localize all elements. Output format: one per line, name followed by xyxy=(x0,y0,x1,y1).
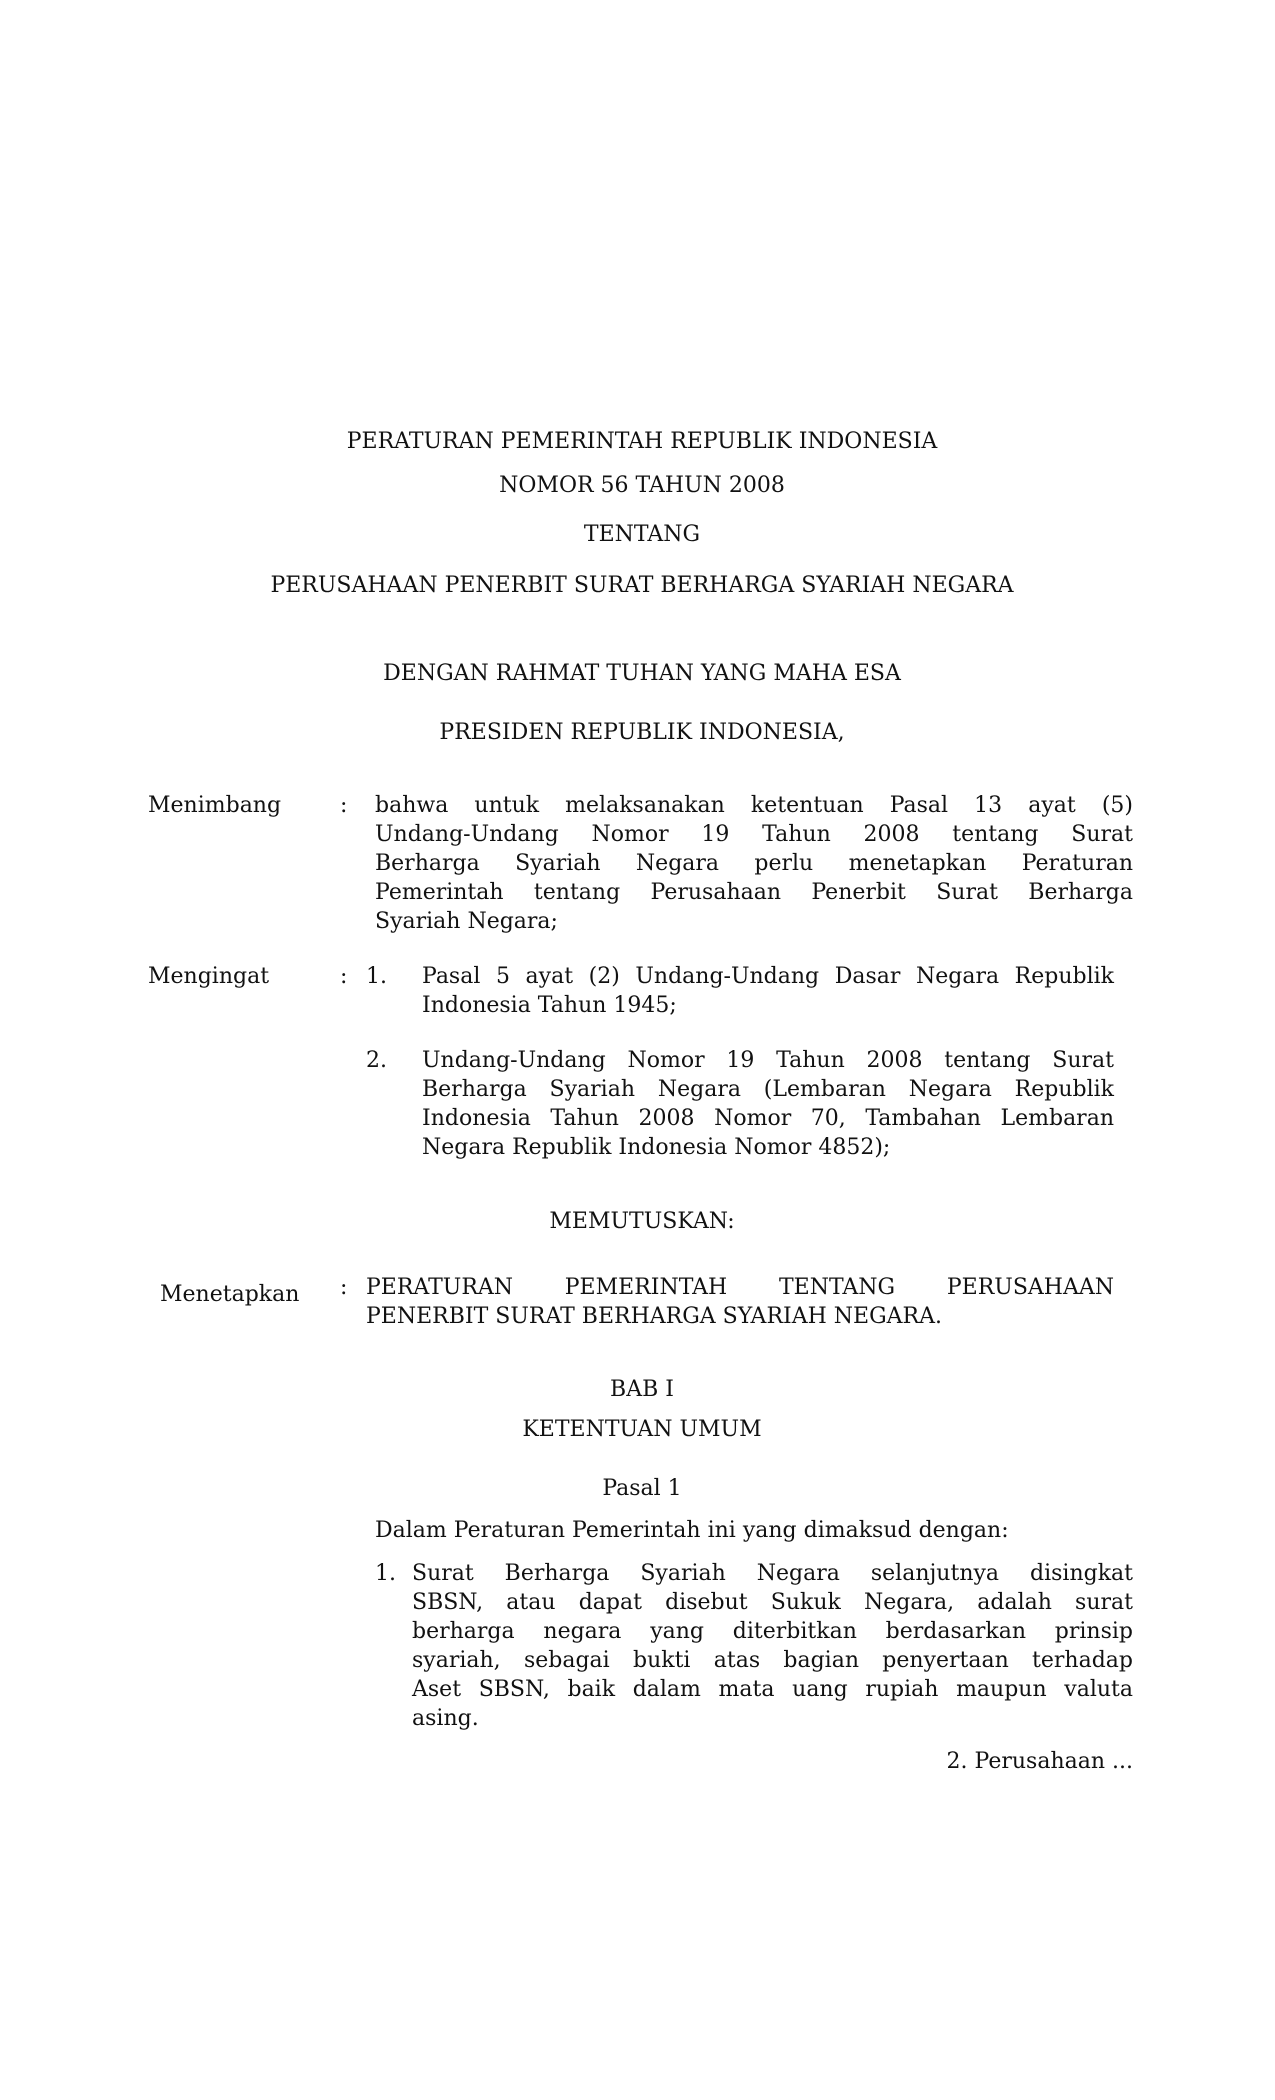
mengingat-colon: : xyxy=(340,964,348,989)
issuer: PRESIDEN REPUBLIK INDONESIA, xyxy=(439,720,845,745)
text-line: Aset SBSN, baik dalam mata uang rupiah maupun valuta xyxy=(412,1677,1133,1702)
menetapkan-colon: : xyxy=(340,1275,348,1300)
menetapkan-label: Menetapkan xyxy=(160,1282,300,1307)
menimbang-label: Menimbang xyxy=(148,793,282,818)
text-line: Pasal 5 ayat (2) Undang-Undang Dasar Negara Republik xyxy=(422,964,1114,989)
text-line: Undang-Undang Nomor 19 Tahun 2008 tentang Surat xyxy=(375,822,1133,847)
menetapkan-text xyxy=(366,1273,1114,1331)
text-line: Negara Republik Indonesia Nomor 4852); xyxy=(422,1135,891,1160)
definition-item xyxy=(412,1559,1133,1733)
text-line: PENERBIT SURAT BERHARGA SYARIAH NEGARA. xyxy=(366,1304,942,1329)
menimbang-text xyxy=(375,791,1133,936)
text-line: syariah, sebagai bukti atas bagian penyertaan terhadap xyxy=(412,1648,1133,1673)
menimbang-colon: : xyxy=(340,793,348,818)
list-number: 2. xyxy=(366,1048,387,1073)
text-line: Pemerintah tentang Perusahaan Penerbit Surat Berharga xyxy=(375,880,1133,905)
text-line: Berharga Syariah Negara perlu menetapkan Peraturan xyxy=(375,851,1133,876)
article-heading: Pasal 1 xyxy=(602,1476,682,1501)
list-number: 1. xyxy=(375,1561,396,1586)
chapter-number: BAB I xyxy=(610,1377,674,1402)
page-continuation: 2. Perusahaan ... xyxy=(946,1749,1133,1774)
regulation-number: NOMOR 56 TAHUN 2008 xyxy=(499,473,785,498)
regulation-title: PERATURAN PEMERINTAH REPUBLIK INDONESIA xyxy=(346,429,938,454)
list-item xyxy=(422,1046,1114,1162)
list-number: 1. xyxy=(366,964,387,989)
text-line: asing. xyxy=(412,1706,479,1731)
text-line: Surat Berharga Syariah Negara selanjutnya disingkat xyxy=(412,1561,1133,1586)
text-line: Syariah Negara; xyxy=(375,909,558,934)
memutuskan-heading: MEMUTUSKAN: xyxy=(549,1209,735,1234)
text-line: Indonesia Tahun 2008 Nomor 70, Tambahan Lembaran xyxy=(422,1106,1114,1131)
list-item xyxy=(422,962,1114,1020)
text-line: bahwa untuk melaksanakan ketentuan Pasal 13 ayat (5) xyxy=(375,793,1133,818)
regulation-subject: PERUSAHAAN PENERBIT SURAT BERHARGA SYARIAH NEGARA xyxy=(270,573,1014,598)
mengingat-label: Mengingat xyxy=(148,964,270,989)
text-line: PERATURAN PEMERINTAH TENTANG PERUSAHAAN xyxy=(366,1275,1114,1300)
text-line: Indonesia Tahun 1945; xyxy=(422,993,677,1018)
text-line: Berharga Syariah Negara (Lembaran Negara Republik xyxy=(422,1077,1114,1102)
article-intro: Dalam Peraturan Pemerintah ini yang dimaksud dengan: xyxy=(375,1518,1009,1543)
text-line: SBSN, atau dapat disebut Sukuk Negara, adalah surat xyxy=(412,1590,1133,1615)
text-line: berharga negara yang diterbitkan berdasarkan prinsip xyxy=(412,1619,1133,1644)
chapter-title: KETENTUAN UMUM xyxy=(522,1417,762,1442)
invocation: DENGAN RAHMAT TUHAN YANG MAHA ESA xyxy=(383,661,901,686)
about-heading: TENTANG xyxy=(583,522,701,547)
text-line: Undang-Undang Nomor 19 Tahun 2008 tentang Surat xyxy=(422,1048,1114,1073)
